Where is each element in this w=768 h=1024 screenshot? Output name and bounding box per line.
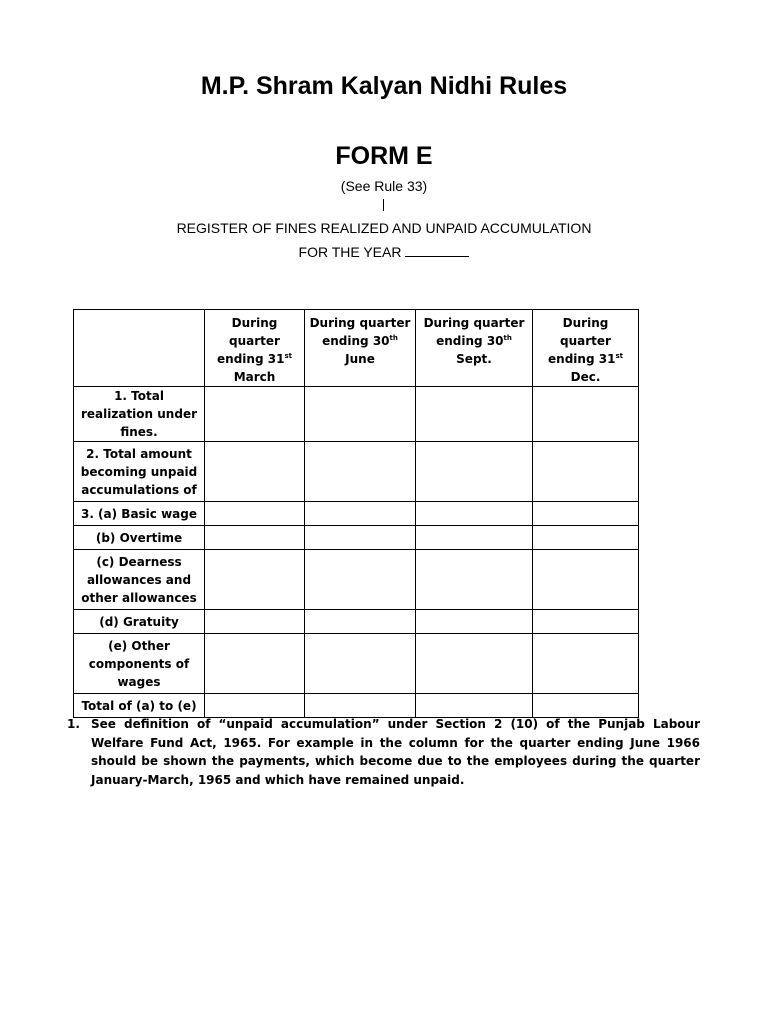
entry-cell [533, 610, 639, 634]
row-label: (c) Dearness allowances and other allowances [74, 550, 205, 610]
entry-cell [305, 502, 416, 526]
entry-cell [305, 387, 416, 442]
entry-cell [205, 694, 305, 718]
row-label: (e) Other components of wages [74, 634, 205, 694]
entry-cell [205, 502, 305, 526]
header-quarter-sept: During quarter ending 30th Sept. [416, 310, 533, 387]
entry-cell [205, 387, 305, 442]
entry-cell [305, 634, 416, 694]
header-blank-cell [74, 310, 205, 387]
row-label: 2. Total amount becoming unpaid accumulations of [74, 442, 205, 502]
rule-reference: (See Rule 33) [340, 178, 428, 194]
entry-cell [205, 442, 305, 502]
table-total-row [74, 694, 639, 718]
entry-cell [205, 550, 305, 610]
year-blank-field [405, 244, 469, 257]
header-quarter-dec: During quarter ending 31st Dec. [533, 310, 639, 387]
table-row [74, 550, 639, 610]
table-row [74, 634, 639, 694]
row-label: Total of (a) to (e) [74, 694, 205, 718]
entry-cell [205, 526, 305, 550]
vertical-bar-mark [383, 199, 384, 211]
entry-cell [416, 610, 533, 634]
header-quarter-march: During quarter ending 31st March [205, 310, 305, 387]
entry-cell [533, 526, 639, 550]
entry-cell [305, 694, 416, 718]
table-row [74, 387, 639, 442]
entry-cell [533, 694, 639, 718]
table-header-row [74, 310, 639, 387]
row-label: (b) Overtime [74, 526, 205, 550]
entry-cell [205, 634, 305, 694]
entry-cell [416, 387, 533, 442]
form-title: FORM E [335, 142, 433, 170]
entry-cell [533, 550, 639, 610]
year-label: FOR THE YEAR [298, 244, 402, 260]
entry-cell [533, 387, 639, 442]
entry-cell [305, 442, 416, 502]
row-label: 1. Total realization under fines. [74, 387, 205, 442]
entry-cell [416, 526, 533, 550]
entry-cell [533, 502, 639, 526]
entry-cell [533, 442, 639, 502]
table-row [74, 526, 639, 550]
footnote-number: 1. [67, 717, 80, 731]
table-row [74, 442, 639, 502]
entry-cell [416, 502, 533, 526]
entry-cell [305, 610, 416, 634]
entry-cell [416, 550, 533, 610]
entry-cell [533, 634, 639, 694]
entry-cell [416, 634, 533, 694]
fines-register-table [73, 309, 639, 718]
header-quarter-june: During quarter ending 30th June [305, 310, 416, 387]
table-row [74, 502, 639, 526]
year-line [0, 244, 768, 260]
footnote [67, 715, 700, 789]
page-title: M.P. Shram Kalyan Nidhi Rules [200, 72, 568, 100]
entry-cell [305, 526, 416, 550]
entry-cell [205, 610, 305, 634]
row-label: 3. (a) Basic wage [74, 502, 205, 526]
footnote-text: See definition of “unpaid accumulation” under Section 2 (10) of the Punjab Labour Welfare Fund Act, 1965. For example in the column for the quarter ending June 1966 should be shown the payments, which become due to the employees during the quarter January-March, 1965 and which have remained unpaid. [91, 717, 700, 787]
entry-cell [416, 442, 533, 502]
row-label: (d) Gratuity [74, 610, 205, 634]
register-heading: REGISTER OF FINES REALIZED AND UNPAID ACCUMULATION [176, 220, 592, 236]
table-row [74, 610, 639, 634]
entry-cell [305, 550, 416, 610]
entry-cell [416, 694, 533, 718]
